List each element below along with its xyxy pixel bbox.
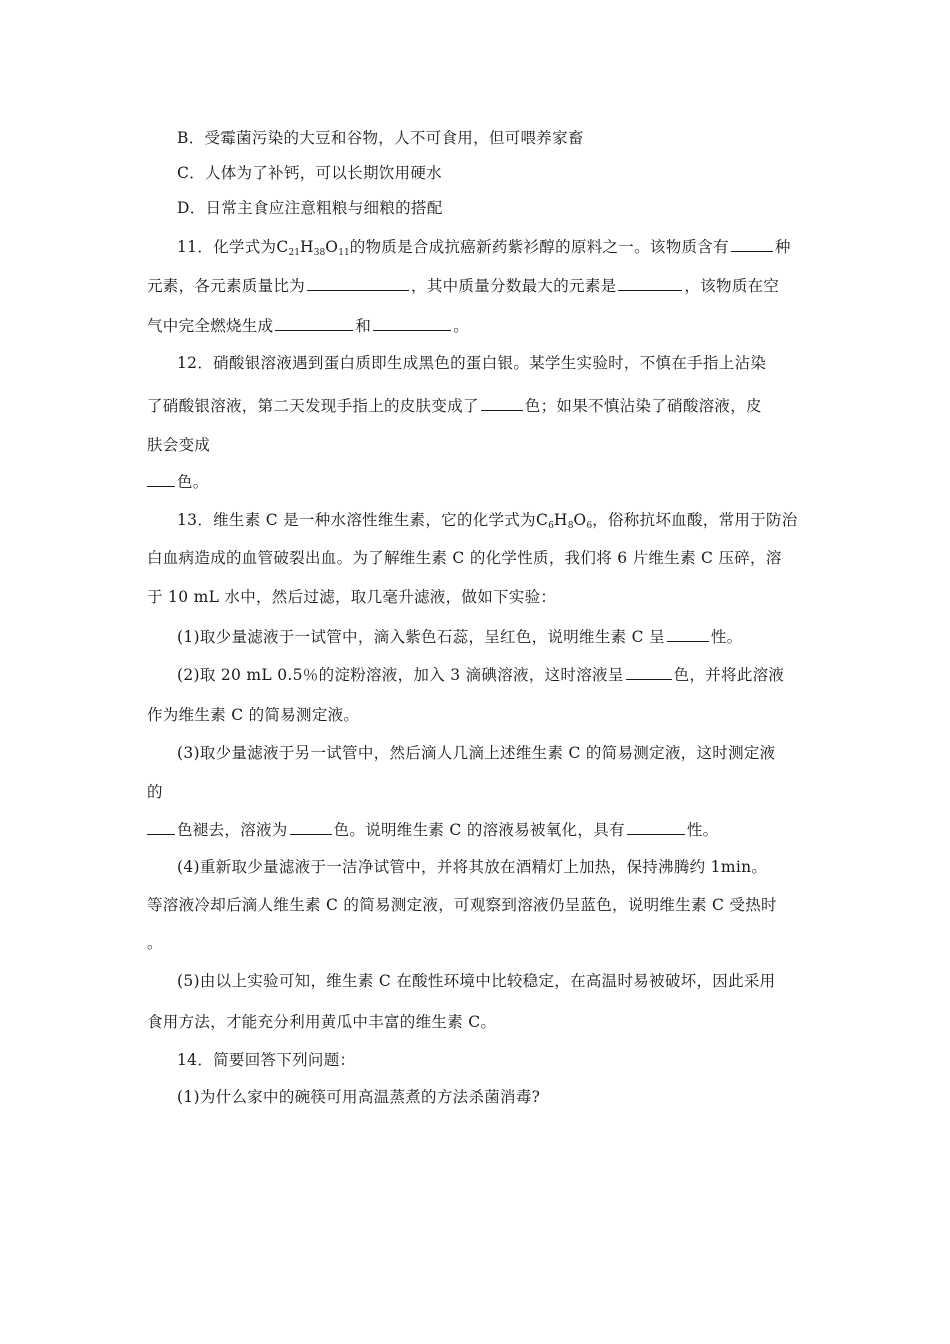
q12-line-1: 12．硝酸银溶液遇到蛋白质即生成黑色的蛋白银。某学生实验时，不慎在手指上沾染 [177, 354, 767, 372]
q14-part-1: (1)为什么家中的碗筷可用高温蒸煮的方法杀菌消毒? [177, 1088, 541, 1106]
q13-part-3: (3)取少量滤液于另一试管中，然后滴人几滴上述维生素 C 的简易测定液，这时测定液 [177, 744, 776, 762]
q13-part-2-cont: 作为维生素 C 的简易测定液。 [147, 706, 360, 724]
q14-title: 14．简要回答下列问题： [177, 1051, 356, 1069]
answer-blank[interactable] [731, 236, 773, 252]
answer-blank[interactable] [275, 315, 353, 331]
answer-blank[interactable] [618, 275, 682, 291]
formula-c6h8o6: $C_6H_8O_6$ [535, 511, 593, 531]
answer-blank[interactable] [307, 275, 409, 291]
answer-blank[interactable] [147, 819, 175, 835]
formula-c21h38o11: $C_{21}H_{38}O_{11}$ [276, 238, 350, 258]
q12-line-2: 了硝酸银溶液，第二天发现手指上的皮肤变成了 色；如果不慎沾染了硝酸溶液，皮 [147, 397, 762, 415]
option-d: D．日常主食应注意粗粮与细粮的搭配 [177, 199, 443, 217]
q11-line-1: 11．化学式为$C_{21}H_{38}O_{11}$的物质是合成抗癌新药紫衫醇的原料之一。该物质含有 种 [177, 238, 791, 258]
option-b: B．受霉菌污染的大豆和谷物，人不可食用，但可喂养家畜 [177, 129, 584, 147]
answer-blank[interactable] [626, 664, 672, 680]
q13-line-1: 13．维生素 C 是一种水溶性维生素，它的化学式为$C_6H_8O_6$，俗称抗坏血酸，常用于防治 [177, 511, 798, 531]
answer-blank[interactable] [290, 819, 332, 835]
q13-part-4-end: 。 [147, 934, 163, 952]
option-c: C．人体为了补钙，可以长期饮用硬水 [177, 164, 442, 182]
answer-blank[interactable] [373, 315, 451, 331]
q13-part-4: (4)重新取少量滤液于一洁净试管中，并将其放在酒精灯上加热，保持沸腾约 1min。 [177, 858, 768, 876]
answer-blank[interactable] [481, 395, 523, 411]
q11-line-2: 元素，各元素质量比为 ，其中质量分数最大的元素是 ，该物质在空 [147, 277, 780, 295]
q12-line-4: 色。 [147, 471, 209, 492]
answer-blank[interactable] [147, 471, 175, 487]
q13-part-5-cont: 食用方法，才能充分利用黄瓜中丰富的维生素 C。 [147, 1013, 497, 1031]
q13-part-3-cont-2: 色褪去，溶液为 色。说明维生素 C 的溶液易被氧化，具有 性。 [147, 819, 718, 840]
answer-blank[interactable] [627, 819, 685, 835]
q13-line-3: 于 10 mL 水中，然后过滤，取几毫升滤液，做如下实验： [147, 588, 557, 606]
q13-line-2: 白血病造成的血管破裂出血。为了解维生素 C 的化学性质，我们将 6 片维生素 C 压碎，溶 [147, 549, 782, 567]
q13-part-1: (1)取少量滤液于一试管中，滴入紫色石蕊，呈红色，说明维生素 C 呈 性。 [177, 628, 743, 646]
q13-part-2: (2)取 20 mL 0.5％的淀粉溶液，加入 3 滴碘溶液，这时溶液呈 色，并将此溶液 [177, 666, 785, 684]
q12-line-3: 肤会变成 [147, 436, 211, 454]
q13-part-4-cont: 等溶液冷却后滴人维生素 C 的简易测定液，可观察到溶液仍呈蓝色，说明维生素 C 受热时 [147, 896, 777, 914]
answer-blank[interactable] [667, 626, 709, 642]
q11-line-3: 气中完全燃烧生成 和 。 [147, 317, 470, 335]
q13-part-5: (5)由以上实验可知，维生素 C 在酸性环境中比较稳定，在高温时易被破坏，因此采用 [177, 972, 776, 990]
q13-part-3-cont-1: 的 [147, 783, 163, 801]
